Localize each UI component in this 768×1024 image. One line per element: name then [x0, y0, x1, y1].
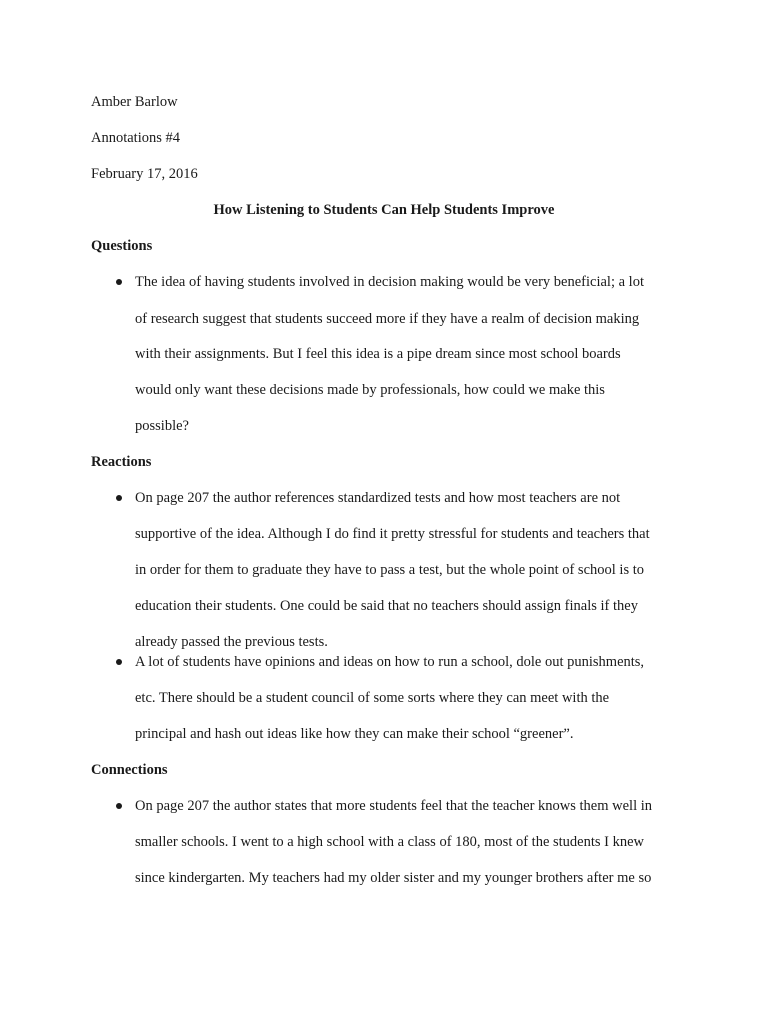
paragraph-line: A lot of students have opinions and ideas on how to run a school, dole out punishments,: [135, 654, 645, 670]
section-heading-reactions: Reactions: [91, 454, 152, 470]
paragraph-line: education their students. One could be said that no teachers should assign finals if they: [135, 598, 638, 614]
paragraph-line: etc. There should be a student council of some sorts where they can meet with the: [135, 690, 610, 706]
paragraph-line: since kindergarten. My teachers had my older sister and my younger brothers after me so: [135, 870, 652, 886]
paragraph-line: supportive of the idea. Although I do find it pretty stressful for students and teachers that: [135, 526, 650, 542]
bullet-icon: [116, 495, 122, 501]
paragraph-line: with their assignments. But I feel this idea is a pipe dream since most school boards: [135, 346, 621, 362]
paragraph-line: possible?: [135, 418, 189, 434]
section-heading-questions: Questions: [91, 238, 153, 254]
bullet-icon: [116, 803, 122, 809]
paragraph-line: would only want these decisions made by professionals, how could we make this: [135, 382, 605, 398]
paragraph-line: in order for them to graduate they have to pass a test, but the whole point of school is to: [135, 562, 644, 578]
assignment-title: Annotations #4: [91, 130, 181, 146]
paragraph-line: smaller schools. I went to a high school with a class of 180, most of the students I knew: [135, 834, 645, 850]
paragraph-line: On page 207 the author states that more students feel that the teacher knows them well in: [135, 798, 653, 814]
paragraph-line: On page 207 the author references standardized tests and how most teachers are not: [135, 490, 621, 506]
section-heading-connections: Connections: [91, 762, 168, 778]
bullet-icon: [116, 279, 122, 285]
document-date: February 17, 2016: [91, 166, 198, 182]
paragraph-line: already passed the previous tests.: [135, 634, 328, 650]
paragraph-line: of research suggest that students succeed more if they have a realm of decision making: [135, 311, 640, 327]
bullet-icon: [116, 659, 122, 665]
author-name: Amber Barlow: [91, 94, 178, 110]
paragraph-line: The idea of having students involved in decision making would be very beneficial; a lot: [135, 274, 644, 290]
paragraph-line: principal and hash out ideas like how they can make their school “greener”.: [135, 726, 574, 742]
document-title: How Listening to Students Can Help Students Improve: [213, 202, 555, 218]
